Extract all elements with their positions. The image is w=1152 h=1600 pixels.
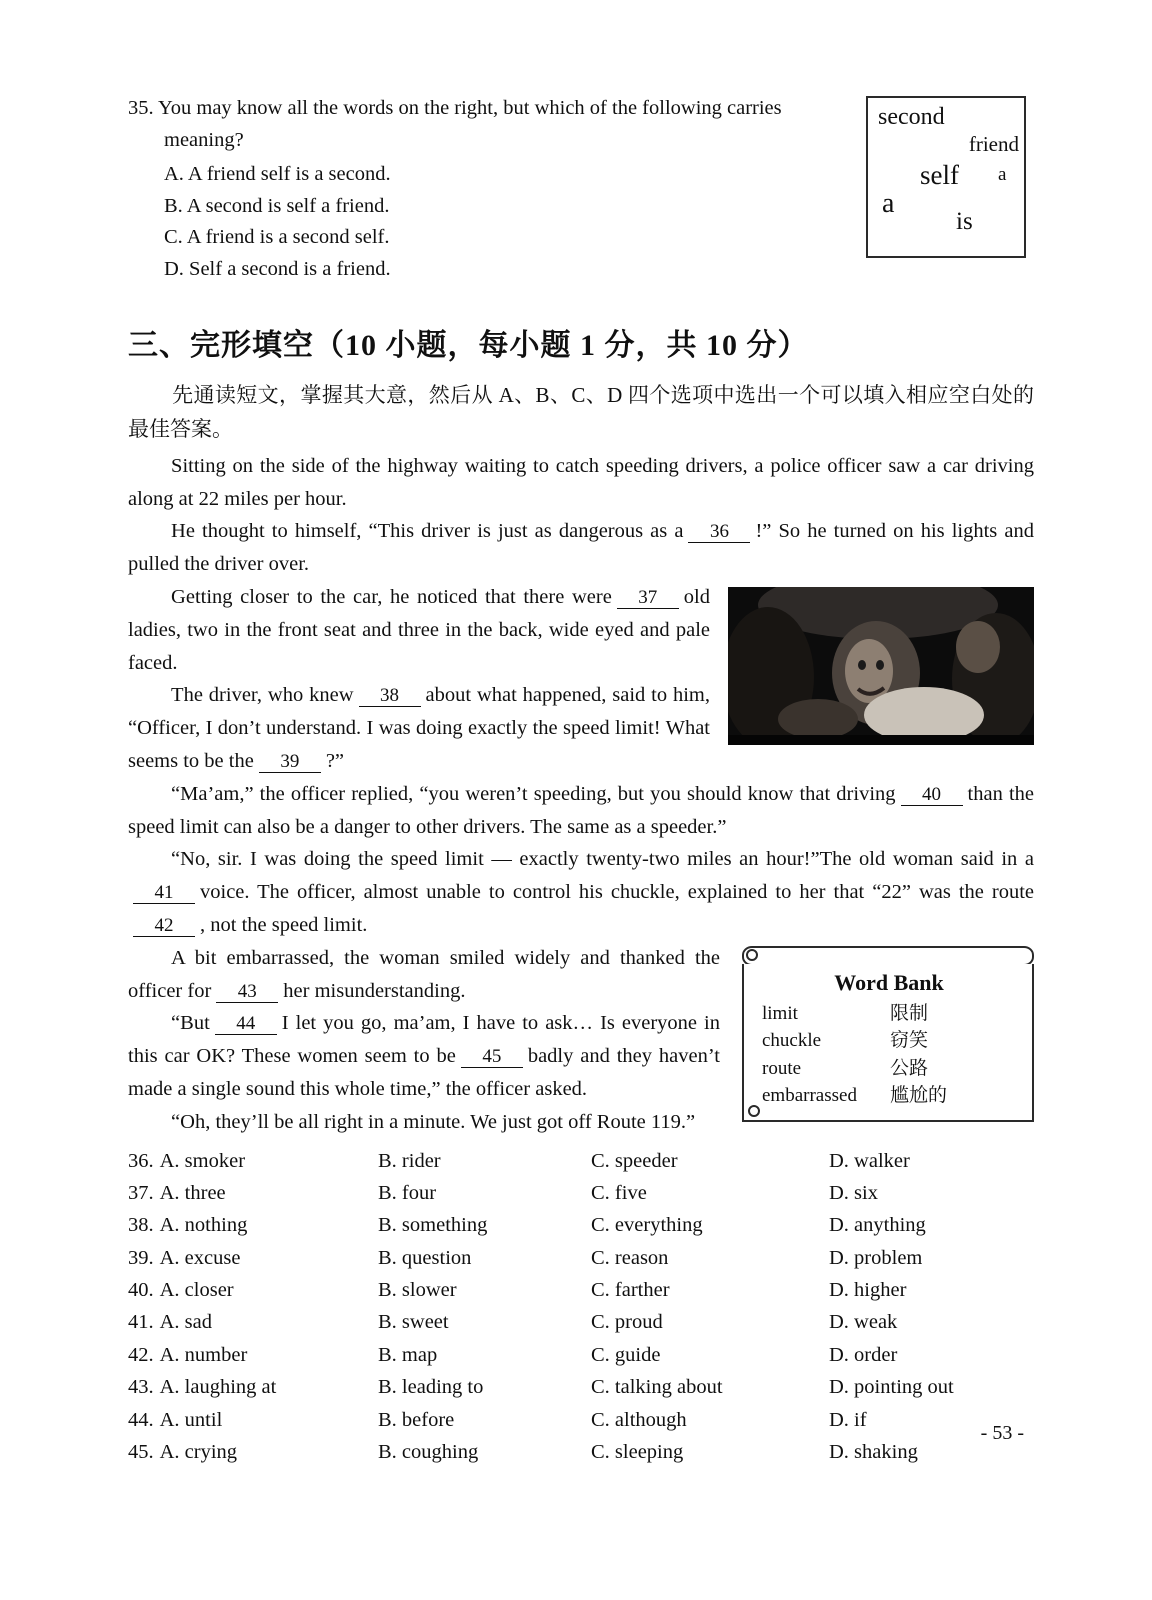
opt-44-a: A. until xyxy=(159,1408,223,1431)
word-bank-entry: route 公路 xyxy=(762,1057,929,1079)
blank-39: 39 xyxy=(259,752,321,773)
opt-37-d: D. six xyxy=(829,1181,878,1204)
opt-36-b: B. rider xyxy=(378,1149,441,1172)
opt-36-d: D. walker xyxy=(829,1149,910,1172)
opt-43-d: D. pointing out xyxy=(829,1376,954,1399)
passage-paragraph-7: A bit embarrassed, the woman smiled widely and thanked the officer for 43 her misunderstanding. xyxy=(128,946,720,1002)
word-a-small: a xyxy=(998,164,1007,185)
blank-38: 38 xyxy=(359,686,421,707)
opt-40-a: A. closer xyxy=(159,1279,234,1302)
opt-40-b: B. slower xyxy=(378,1279,457,1302)
opt-36-c: C. speeder xyxy=(591,1149,678,1172)
scattered-words-box xyxy=(866,96,1026,258)
opt-40-c: C. farther xyxy=(591,1279,670,1302)
opt-38-c: C. everything xyxy=(591,1214,703,1237)
options-row-45: 45. A. crying B. coughing C. sleeping D. shaking xyxy=(128,1436,1034,1468)
opt-45-b: B. coughing xyxy=(378,1440,479,1463)
word-second: second xyxy=(878,104,945,130)
opt-41-d: D. weak xyxy=(829,1311,898,1334)
opt-44-d: D. if xyxy=(829,1408,867,1431)
opt-43-c: C. talking about xyxy=(591,1376,723,1399)
passage-paragraph-9: “Oh, they’ll be all right in a minute. We just got off Route 119.” xyxy=(171,1110,696,1133)
blank-41: 41 xyxy=(133,883,195,904)
question-35 xyxy=(128,92,1034,286)
passage-paragraph-4: The driver, who knew 38 about what happened, said to him, “Officer, I don’t understand. I was doing exactly the speed limit! What seems to be the 39 ?” xyxy=(128,684,710,773)
question-35-number: 35. xyxy=(128,97,154,119)
opt-42-a: A. number xyxy=(159,1343,248,1366)
opt-41-a: A. sad xyxy=(159,1311,213,1334)
section-instructions: 先通读短文，掌握其大意，然后从 A、B、C、D 四个选项中选出一个可以填入相应空白处的最佳答案。 xyxy=(128,382,1034,441)
options-row-39: 39. A. excuse B. question C. reason D. problem xyxy=(128,1242,1034,1274)
opt-44-b: B. before xyxy=(378,1408,455,1431)
blank-36: 36 xyxy=(688,522,750,543)
cloze-options-table xyxy=(128,1145,1034,1469)
blank-42: 42 xyxy=(133,916,195,937)
opt-42-b: B. map xyxy=(378,1343,438,1366)
opt-41-c: C. proud xyxy=(591,1311,663,1334)
word-bank-title: Word Bank xyxy=(834,969,944,995)
word-bank-entry: chuckle 窃笑 xyxy=(762,1030,929,1052)
opt-41-b: B. sweet xyxy=(378,1311,449,1334)
passage-paragraph-2: He thought to himself, “This driver is just as dangerous as a 36 !” So he turned on his lights and pulled the driver over. xyxy=(128,520,1034,576)
opt-45-d: D. shaking xyxy=(829,1440,918,1463)
opt-42-d: D. order xyxy=(829,1343,898,1366)
question-35-options xyxy=(164,159,828,286)
blank-43: 43 xyxy=(216,982,278,1003)
photo-illustration xyxy=(728,587,1034,745)
opt-39-c: C. reason xyxy=(591,1246,669,1269)
opt-39-d: D. problem xyxy=(829,1246,923,1269)
word-a-large: a xyxy=(882,188,895,219)
blank-45: 45 xyxy=(461,1047,523,1068)
word-self: self xyxy=(920,160,959,190)
option-c: C. A friend is a second self. xyxy=(164,226,390,249)
cloze-passage xyxy=(128,450,1034,1139)
passage-paragraph-8: “But 44 I let you go, ma’am, I have to ask… Is everyone in this car OK? These women seem to be 45 badly and they haven’t made a single sound this whole time,” the officer asked. xyxy=(128,1012,720,1100)
word-bank-scroll-curl-bottom xyxy=(748,1105,760,1117)
opt-44-c: C. although xyxy=(591,1408,687,1431)
passage-paragraph-6: “No, sir. I was doing the speed limit — exactly twenty-two miles an hour!”The old woman said in a41 voice. The officer, almost unable to control his chuckle, explained to her that “22” was the route42 , not the speed limit. xyxy=(128,843,1034,941)
options-row-40: 40. A. closer B. slower C. farther D. higher xyxy=(128,1274,1034,1306)
option-d: D. Self a second is a friend. xyxy=(164,258,391,281)
opt-43-a: A. laughing at xyxy=(159,1376,277,1399)
question-35-body xyxy=(128,92,828,286)
option-b: B. A second is self a friend. xyxy=(164,194,390,217)
page-number: - 53 - xyxy=(980,1422,1024,1444)
opt-38-d: D. anything xyxy=(829,1214,926,1237)
word-is: is xyxy=(956,208,973,235)
options-row-42: 42. A. number B. map C. guide D. order xyxy=(128,1339,1034,1371)
options-row-44: 44. A. until B. before C. although D. if xyxy=(128,1404,1034,1436)
passage-photo-old-ladies xyxy=(728,587,1034,745)
opt-42-c: C. guide xyxy=(591,1343,661,1366)
opt-38-a: A. nothing xyxy=(159,1214,248,1237)
section-title: 三、完形填空（10 小题，每小题 1 分，共 10 分） xyxy=(128,328,809,362)
opt-38-b: B. something xyxy=(378,1214,488,1237)
opt-40-d: D. higher xyxy=(829,1279,907,1302)
options-row-38: 38. A. nothing B. something C. everything D. anything xyxy=(128,1209,1034,1241)
word-bank xyxy=(742,946,1034,1122)
word-friend: friend xyxy=(968,132,1019,156)
opt-39-a: A. excuse xyxy=(159,1246,241,1269)
opt-37-c: C. five xyxy=(591,1181,647,1204)
word-bank-scroll-top xyxy=(742,946,1034,966)
options-row-36: 36. A. smoker B. rider C. speeder D. walker xyxy=(128,1145,1034,1177)
opt-45-a: A. crying xyxy=(159,1440,238,1463)
blank-37: 37 xyxy=(617,588,679,609)
opt-39-b: B. question xyxy=(378,1246,472,1269)
word-bank-entry: limit 限制 xyxy=(762,1002,929,1024)
options-row-43: 43. A. laughing at B. leading to C. talking about D. pointing out xyxy=(128,1371,1034,1403)
opt-37-a: A. three xyxy=(159,1181,226,1204)
options-row-41: 41. A. sad B. sweet C. proud D. weak xyxy=(128,1306,1034,1338)
passage-paragraph-3: Getting closer to the car, he noticed that there were 37 old ladies, two in the front seat and three in the back, wide eyed and pale faced. xyxy=(128,586,710,674)
opt-43-b: B. leading to xyxy=(378,1376,484,1399)
option-a: A. A friend self is a second. xyxy=(164,162,391,185)
passage-paragraph-1: Sitting on the side of the highway waiting to catch speeding drivers, a police officer saw a car driving along at 22 miles per hour. xyxy=(128,454,1034,510)
opt-45-c: C. sleeping xyxy=(591,1440,684,1463)
opt-36-a: A. smoker xyxy=(159,1149,246,1172)
word-bank-body xyxy=(742,964,1034,1122)
blank-44: 44 xyxy=(215,1014,277,1035)
options-row-37: 37. A. three B. four C. five D. six xyxy=(128,1177,1034,1209)
blank-40: 40 xyxy=(901,785,963,806)
question-35-stem: You may know all the words on the right, but which of the following carries meaning? xyxy=(158,97,782,152)
opt-37-b: B. four xyxy=(378,1181,437,1204)
passage-paragraph-5: “Ma’am,” the officer replied, “you weren’t speeding, but you should know that driving 40 than the speed limit can also be a danger to other drivers. The same as a speeder.” xyxy=(128,782,1034,838)
word-bank-entry: embarrassed 尴尬的 xyxy=(762,1085,948,1107)
word-bank-scroll-curl-top xyxy=(746,949,758,961)
